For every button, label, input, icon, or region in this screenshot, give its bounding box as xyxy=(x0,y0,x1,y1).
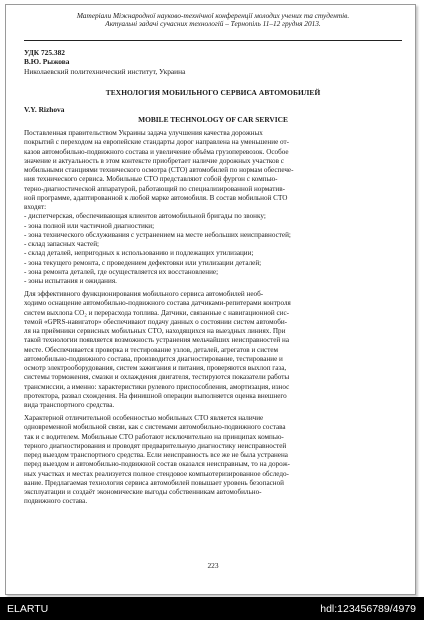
text-line: казов автомобильно-подвижного состава и увеличение объёма грузоперевозок. Особое xyxy=(24,147,289,156)
text-line: подвижного состава. xyxy=(24,497,88,506)
author-ru: В.Ю. Рыжова xyxy=(24,57,70,66)
text-line: ля на приёмники сервисных мобильных СТО, находящихся на выездных линиях. При xyxy=(24,327,286,335)
text-line: такой технологии появляется возможность устранения мельчайших неисправностей на xyxy=(24,336,290,345)
page-number: 223 xyxy=(207,561,219,570)
footer-handle: hdl:123456789/4979 xyxy=(320,603,416,615)
text-line: осмотр электрооборудования, систем зажигания и питания, проверяются выхлоп газа, xyxy=(24,364,287,372)
text-line: ных участках и местах реализуется полное стендовое компьютеризированное обследо- xyxy=(24,469,289,478)
text-line: месте. Обеспечивается проверка и тестирование узлов, деталей, агрегатов и систем xyxy=(24,345,279,354)
conference-header-line-1: Матеріали Міжнародної науково-технічної конференції молодих учених та студентів. xyxy=(76,11,350,20)
text-line: - зона текущего ремонта, с проведением дефектовки или утилизации деталей; xyxy=(24,258,262,267)
text-line: одновременной мобильной связи, как с системами автомобильно-подвижного состава xyxy=(24,423,286,432)
text-line: эксплуатации и создаёт экономические выгоды собственникам автомобильно- xyxy=(24,488,262,496)
institution: Николаевский политехнический институт, Украина xyxy=(24,67,186,76)
text-line: вида транспортного средства. xyxy=(24,401,115,409)
conference-header xyxy=(24,12,402,29)
text-line: значение и актуальность в этом контексте приобретает наличие дорожных участков с xyxy=(24,156,284,165)
text-line: - зона полной или частичной диагностики; xyxy=(24,221,155,230)
text-line: покрытий с переходом на европейские стандарты дорог направлена на уменьшение от- xyxy=(24,138,289,147)
text-line: мобильными станциями технического осмотра (СТО) автомобилей по нормам обеспече- xyxy=(24,166,294,174)
text-line: входят: xyxy=(24,203,47,211)
text-line: ния технического сервиса. Мобильные СТО представляют собой фургон с компью- xyxy=(24,175,278,184)
text-line: систем выхлопа CO₂ и перерасхода топлива. Датчики, связанные с навигационной сис- xyxy=(24,308,289,317)
title-en: MOBILE TECHNOLOGY OF CAR SERVICE xyxy=(138,115,288,124)
text-line: протектора, развал схождения. На финишной операции выполняется оценка внешнего xyxy=(24,391,287,400)
text-line: перед выездом транспортного средства. Если неисправность все же не была устранена xyxy=(24,451,288,459)
text-line: темой «GPRS-навигатор» обеспечивают подачу данных о состоянии систем автомоби- xyxy=(24,317,288,326)
text-line: автомобильно-подвижного состава, производится диагностирование, тестирование и xyxy=(24,354,283,363)
header-rule xyxy=(24,40,402,41)
conference-header-line-2: Актуальні задачі сучасних технологій – Тернопіль 11–12 грудня 2013. xyxy=(105,19,321,29)
text-line: перед выездом и автомобильно-подвижной состав оказался неисправным, то на дорож- xyxy=(24,460,290,469)
text-line: - диспетчерская, обеспечивающая клиентов автомобильной бригады по звонку; xyxy=(24,212,266,221)
text-line: терно-диагностической аппаратурой, работающий по специализированной норматив- xyxy=(24,184,285,193)
text-line: терного диагностирования и проводят предварительную диагностику неисправностей xyxy=(24,441,287,450)
footer-bar xyxy=(0,597,424,620)
text-line: - склад запасных частей; xyxy=(24,240,100,248)
text-line: системы торможения, смазки и охлаждения двигателя, тестируются показатели работы xyxy=(24,373,290,382)
text-line: ной программе, адаптированной к любой марке автомобиля. В состав мобильной СТО xyxy=(24,193,288,202)
text-line: ходимо оснащение автомобильно-подвижного состава датчиками-репитерами контроля xyxy=(24,299,291,308)
text-line: трансмиссии, а именно: характеристики рулевого приспособления, амортизация, износ xyxy=(24,382,290,391)
text-line: - зона ремонта деталей, где осуществляется их восстановление; xyxy=(24,267,219,276)
text-line: - зона технического обслуживания с устранением на месте небольших неисправностей; xyxy=(24,230,291,239)
title-ru: ТЕХНОЛОГИЯ МОБИЛЬНОГО СЕРВИСА АВТОМОБИЛЕЙ xyxy=(105,88,321,97)
paragraph-mobile-service xyxy=(24,290,402,410)
text-line: Поставленная правительством Украины задача улучшения качества дорожных xyxy=(24,129,263,137)
text-line: Характерной отличительной особенностью мобильных СТО является наличие xyxy=(24,414,264,422)
footer-repository-name: ELARTU xyxy=(7,603,49,615)
paragraph-features xyxy=(24,414,402,507)
author-en: V.Y. Rizhova xyxy=(24,105,65,114)
paragraph-intro xyxy=(24,129,402,286)
text-line: Для эффективного функционирования мобильного сервиса автомобилей необ- xyxy=(24,290,264,298)
text-line: вание. Предлагаемая технология сервиса автомобилей повышает уровень безопасной xyxy=(24,478,284,487)
text-line: - склад деталей, непригодных к использованию и подлежащих утилизации; xyxy=(24,249,254,258)
paper-page xyxy=(5,4,416,595)
udc-code: УДК 725.382 xyxy=(24,48,65,57)
text-line: так и с водителем. Мобильные СТО работают исключительно на принципах компью- xyxy=(24,432,284,441)
text-line: - зоны испытания и ожидания. xyxy=(24,277,117,285)
